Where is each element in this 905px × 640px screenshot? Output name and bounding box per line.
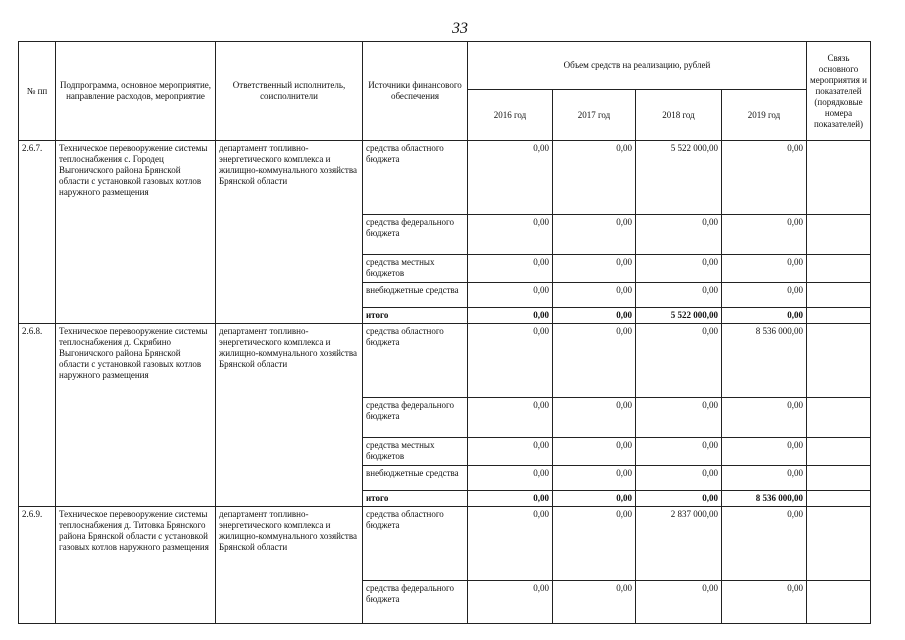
table-row	[19, 507, 871, 581]
amount-cell: 0,00	[722, 581, 807, 624]
amount-cell: 2 837 000,00	[636, 507, 722, 581]
table-body	[19, 141, 871, 624]
amount-cell: 0,00	[722, 466, 807, 491]
executor-name: департамент топливно-энергетического комплекса и жилищно-коммунального хозяйства Брянской области	[216, 324, 363, 507]
measure-name: Техническое перевооружение системы теплоснабжения с. Городец Выгоничского района Брянской области с установкой газовых котлов наружного размещения	[56, 141, 216, 324]
amount-cell: 0,00	[722, 215, 807, 255]
amount-cell: 0,00	[553, 398, 636, 438]
amount-cell: 0,00	[553, 507, 636, 581]
table-row	[19, 324, 871, 398]
amount-cell: 0,00	[553, 215, 636, 255]
amount-cell: 0,00	[553, 283, 636, 308]
link-cell	[807, 466, 871, 491]
amount-cell: 0,00	[636, 491, 722, 507]
amount-cell: 0,00	[553, 255, 636, 283]
amount-cell: 0,00	[636, 255, 722, 283]
budget-table	[18, 41, 871, 624]
amount-cell: 0,00	[468, 324, 553, 398]
amount-cell: 0,00	[722, 283, 807, 308]
measure-name: Техническое перевооружение системы теплоснабжения д. Титовка Брянского района Брянской области с установкой газовых котлов наружного размещения	[56, 507, 216, 624]
row-number: 2.6.8.	[19, 324, 56, 507]
amount-cell: 0,00	[468, 581, 553, 624]
header-year: 2016 год	[468, 90, 553, 141]
link-cell	[807, 491, 871, 507]
amount-cell: 0,00	[553, 466, 636, 491]
link-cell	[807, 141, 871, 215]
amount-cell: 8 536 000,00	[722, 324, 807, 398]
amount-cell: 0,00	[636, 466, 722, 491]
header-subprogram: Подпрограмма, основное мероприятие, направление расходов, мероприятие	[56, 42, 216, 141]
link-cell	[807, 581, 871, 624]
amount-cell: 0,00	[553, 581, 636, 624]
amount-cell: 0,00	[468, 255, 553, 283]
amount-cell: 0,00	[636, 215, 722, 255]
amount-cell: 5 522 000,00	[636, 308, 722, 324]
amount-cell: 0,00	[468, 466, 553, 491]
funding-source: внебюджетные средства	[363, 283, 468, 308]
header-sources: Источники финансового обеспечения	[363, 42, 468, 141]
amount-cell: 0,00	[468, 141, 553, 215]
executor-name: департамент топливно-энергетического комплекса и жилищно-коммунального хозяйства Брянской области	[216, 507, 363, 624]
link-cell	[807, 438, 871, 466]
funding-source: средства областного бюджета	[363, 507, 468, 581]
link-cell	[807, 255, 871, 283]
header-executor: Ответственный исполнитель, соисполнители	[216, 42, 363, 141]
funding-source: средства федерального бюджета	[363, 215, 468, 255]
table-row	[19, 141, 871, 215]
amount-cell: 0,00	[722, 438, 807, 466]
amount-cell: 0,00	[468, 398, 553, 438]
measure-name: Техническое перевооружение системы теплоснабжения д. Скрябино Выгоничского района Брянской области с установкой газовых котлов наружного размещения	[56, 324, 216, 507]
amount-cell: 0,00	[722, 255, 807, 283]
amount-cell: 0,00	[722, 308, 807, 324]
header-volume: Объем средств на реализацию, рублей	[468, 42, 807, 90]
amount-cell: 8 536 000,00	[722, 491, 807, 507]
page-number: 33	[452, 20, 468, 37]
funding-source: средства федерального бюджета	[363, 398, 468, 438]
amount-cell: 0,00	[636, 581, 722, 624]
funding-source: средства областного бюджета	[363, 141, 468, 215]
link-cell	[807, 283, 871, 308]
header-link: Связь основного мероприятия и показателей (порядковые номера показателей)	[807, 42, 871, 141]
amount-cell: 0,00	[553, 141, 636, 215]
funding-source: средства местных бюджетов	[363, 438, 468, 466]
funding-source: внебюджетные средства	[363, 466, 468, 491]
amount-cell: 0,00	[636, 283, 722, 308]
amount-cell: 0,00	[636, 438, 722, 466]
amount-cell: 0,00	[468, 438, 553, 466]
funding-source: средства федерального бюджета	[363, 581, 468, 624]
link-cell	[807, 215, 871, 255]
link-cell	[807, 324, 871, 398]
amount-cell: 0,00	[722, 398, 807, 438]
amount-cell: 0,00	[553, 438, 636, 466]
amount-cell: 0,00	[468, 215, 553, 255]
header-no: № пп	[19, 42, 56, 141]
link-cell	[807, 507, 871, 581]
header-year: 2017 год	[553, 90, 636, 141]
amount-cell: 0,00	[468, 283, 553, 308]
amount-cell: 5 522 000,00	[636, 141, 722, 215]
amount-cell: 0,00	[468, 491, 553, 507]
amount-cell: 0,00	[636, 398, 722, 438]
link-cell	[807, 308, 871, 324]
amount-cell: 0,00	[722, 141, 807, 215]
funding-source: средства местных бюджетов	[363, 255, 468, 283]
row-number: 2.6.9.	[19, 507, 56, 624]
amount-cell: 0,00	[553, 308, 636, 324]
funding-source: итого	[363, 308, 468, 324]
amount-cell: 0,00	[468, 507, 553, 581]
amount-cell: 0,00	[722, 507, 807, 581]
amount-cell: 0,00	[636, 324, 722, 398]
funding-source: итого	[363, 491, 468, 507]
header-year: 2018 год	[636, 90, 722, 141]
amount-cell: 0,00	[553, 324, 636, 398]
executor-name: департамент топливно-энергетического комплекса и жилищно-коммунального хозяйства Брянской области	[216, 141, 363, 324]
link-cell	[807, 398, 871, 438]
funding-source: средства областного бюджета	[363, 324, 468, 398]
amount-cell: 0,00	[553, 491, 636, 507]
row-number: 2.6.7.	[19, 141, 56, 324]
amount-cell: 0,00	[468, 308, 553, 324]
header-year: 2019 год	[722, 90, 807, 141]
